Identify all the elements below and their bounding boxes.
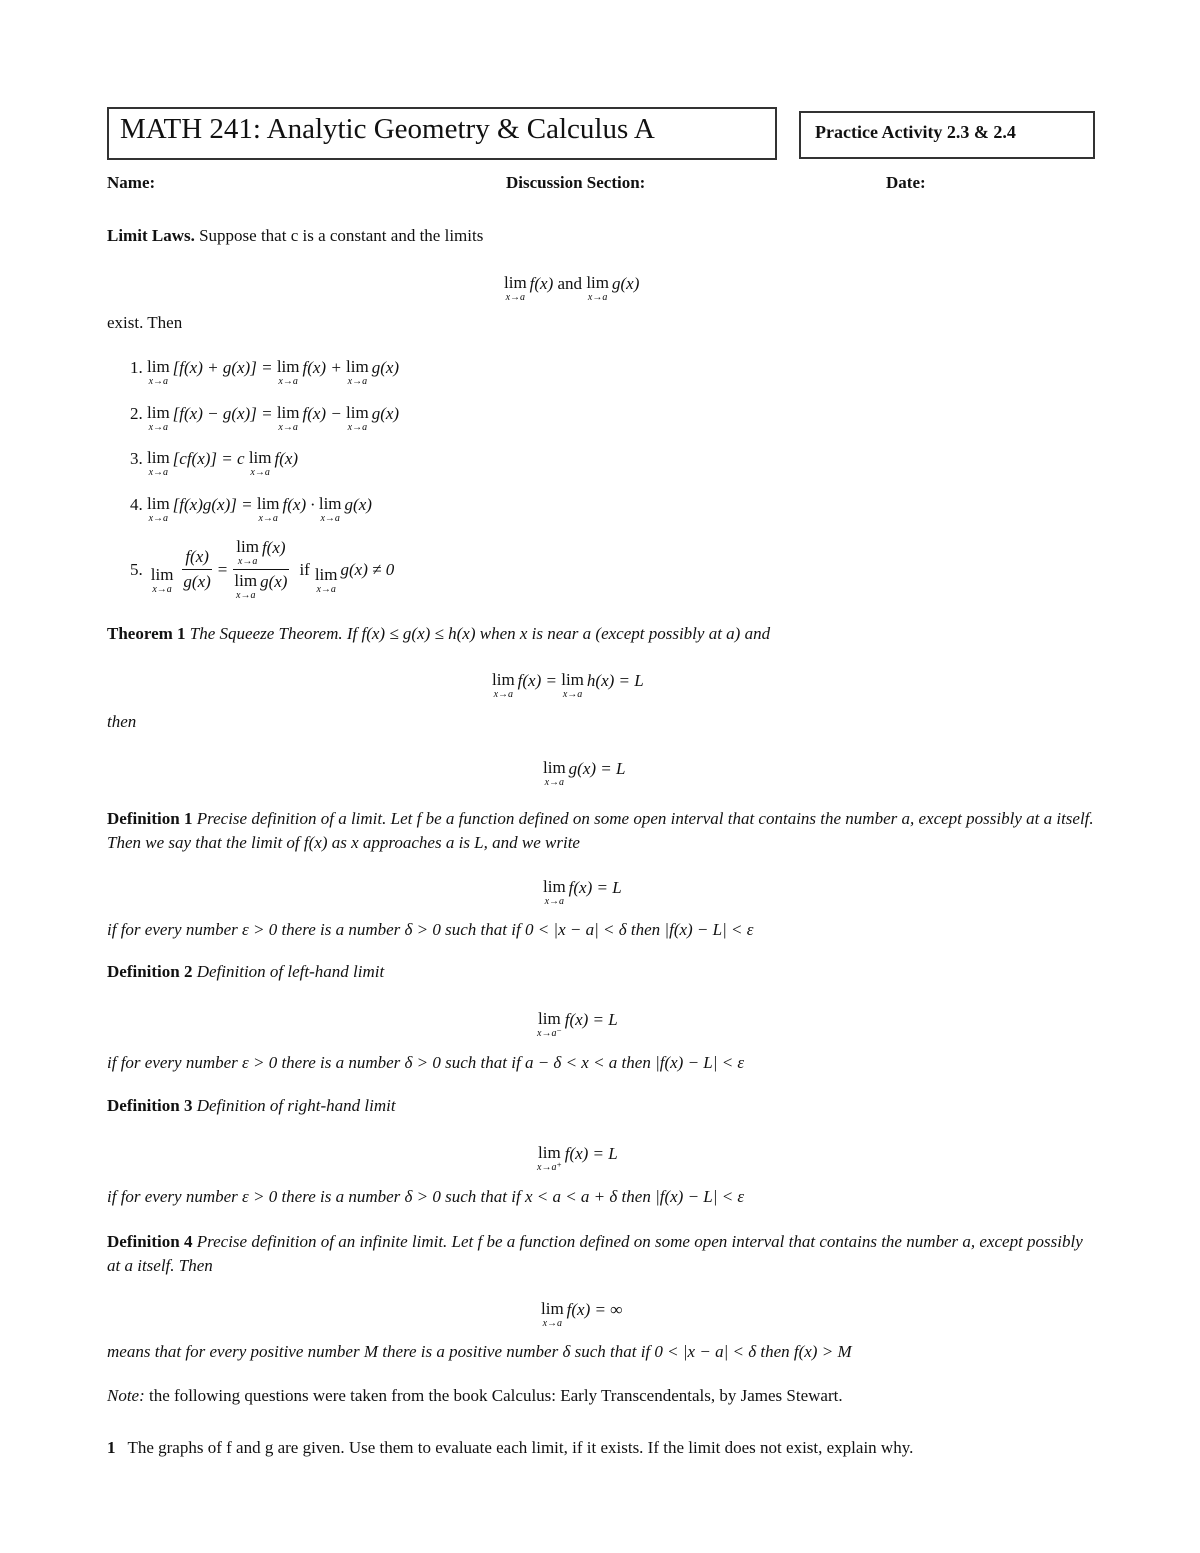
limit-law-2: 2. lim x→a [f(x) − g(x)] = lim x→a f(x) − lim x→a g(x) [130,403,400,433]
theorem-1-label: Theorem 1 [107,624,186,643]
definition-1-display: lim x→a f(x) = L [543,877,622,907]
theorem-1-result: lim x→a g(x) = L [543,758,626,788]
definition-1-condition: if for every number ε > 0 there is a number δ > 0 such that if 0 < |x − a| < δ then |f(x) − L| < ε [107,920,754,939]
question-1-number: 1 [107,1438,116,1457]
question-1-text: The graphs of f and g are given. Use them to evaluate each limit, if it exists. If the limit does not exist, explain why. [127,1438,914,1457]
limit-laws-heading: Limit Laws. [107,226,195,245]
definition-3-display: lim x→a⁺ f(x) = L [537,1143,618,1173]
name-field-label: Name: [107,173,156,192]
definition-3-text: Definition of right-hand limit [196,1096,396,1115]
limit-law-1: 1. lim x→a [f(x) + g(x)] = lim x→a f(x) + lim x→a g(x) [130,357,400,387]
definition-4-display: lim x→a f(x) = ∞ [541,1299,623,1329]
definition-1 [107,807,1097,855]
definition-2-label: Definition 2 [107,962,193,981]
law5-left-fraction: $\frac{f(x)}{g(x)}$ [183,547,211,591]
limit-law-4: 4. lim x→a [f(x)g(x)] = lim x→a f(x) · lim x→a g(x) [130,494,372,524]
definition-1-label: Definition 1 [107,809,193,828]
definition-2-display: lim x→a⁻ f(x) = L [537,1009,618,1039]
section-field-label: Discussion Section: [506,173,646,192]
limit-laws-display: lim x→a f(x) and lim x→a g(x) [504,273,640,303]
lim-operator: lim x→a [504,273,527,303]
note [107,1386,843,1406]
definition-3 [107,1096,396,1116]
note-text: the following questions were taken from the book Calculus: Early Transcendentals, by James Stewart. [149,1386,843,1405]
definition-4-label: Definition 4 [107,1232,193,1251]
limit-law-5: 5. lim x→a $\frac{f(x)}{g(x)}$ = lim x→a f(x) lim x→a g(x) if lim x→a g(x) ≠ 0 [130,537,395,601]
definition-4 [107,1230,1097,1278]
limit-laws-intro-text: Suppose that c is a constant and the limits [199,226,484,245]
limit-law-3: 3. lim x→a [cf(x)] = c lim x→a f(x) [130,448,299,478]
course-title: MATH 241: Analytic Geometry & Calculus A [120,113,655,145]
definition-4-text: Precise definition of an infinite limit. Let f be a function defined on some open interval that contains the number a, except possibly at a itself. Then [107,1232,1083,1275]
note-label: Note: [107,1386,145,1405]
definition-4-condition: means that for every positive number M there is a positive number δ such that if 0 < |x − a| < δ then f(x) > M [107,1342,852,1361]
date-field-label: Date: [886,173,926,192]
limit-laws-intro [107,226,483,246]
theorem-1-then: then [107,712,137,731]
definition-2-text: Definition of left-hand limit [196,962,385,981]
definition-2-condition: if for every number ε > 0 there is a number δ > 0 such that if a − δ < x < a then |f(x) − L| < ε [107,1053,745,1072]
theorem-1 [107,624,770,644]
limit-laws-exist: exist. Then [107,313,183,332]
definition-3-condition: if for every number ε > 0 there is a number δ > 0 such that if x < a < a + δ then |f(x) − L| < ε [107,1187,745,1206]
lim-operator: lim x→a [586,273,609,303]
question-1 [107,1436,1097,1460]
theorem-1-display: lim x→a f(x) = lim x→a h(x) = L [492,670,644,700]
law5-right-fraction: lim x→a f(x) lim x→a g(x) [234,537,288,601]
definition-2 [107,962,384,982]
definition-1-text: Precise definition of a limit. Let f be a function defined on some open interval that contains the number a, except possibly at a itself. Then we say that the limit of f(x) as x approaches a is L, and we write [107,809,1094,852]
definition-3-label: Definition 3 [107,1096,193,1115]
activity-title: Practice Activity 2.3 & 2.4 [815,122,1016,142]
theorem-1-text: The Squeeze Theorem. If f(x) ≤ g(x) ≤ h(x) when x is near a (except possibly at a) and [189,624,771,643]
